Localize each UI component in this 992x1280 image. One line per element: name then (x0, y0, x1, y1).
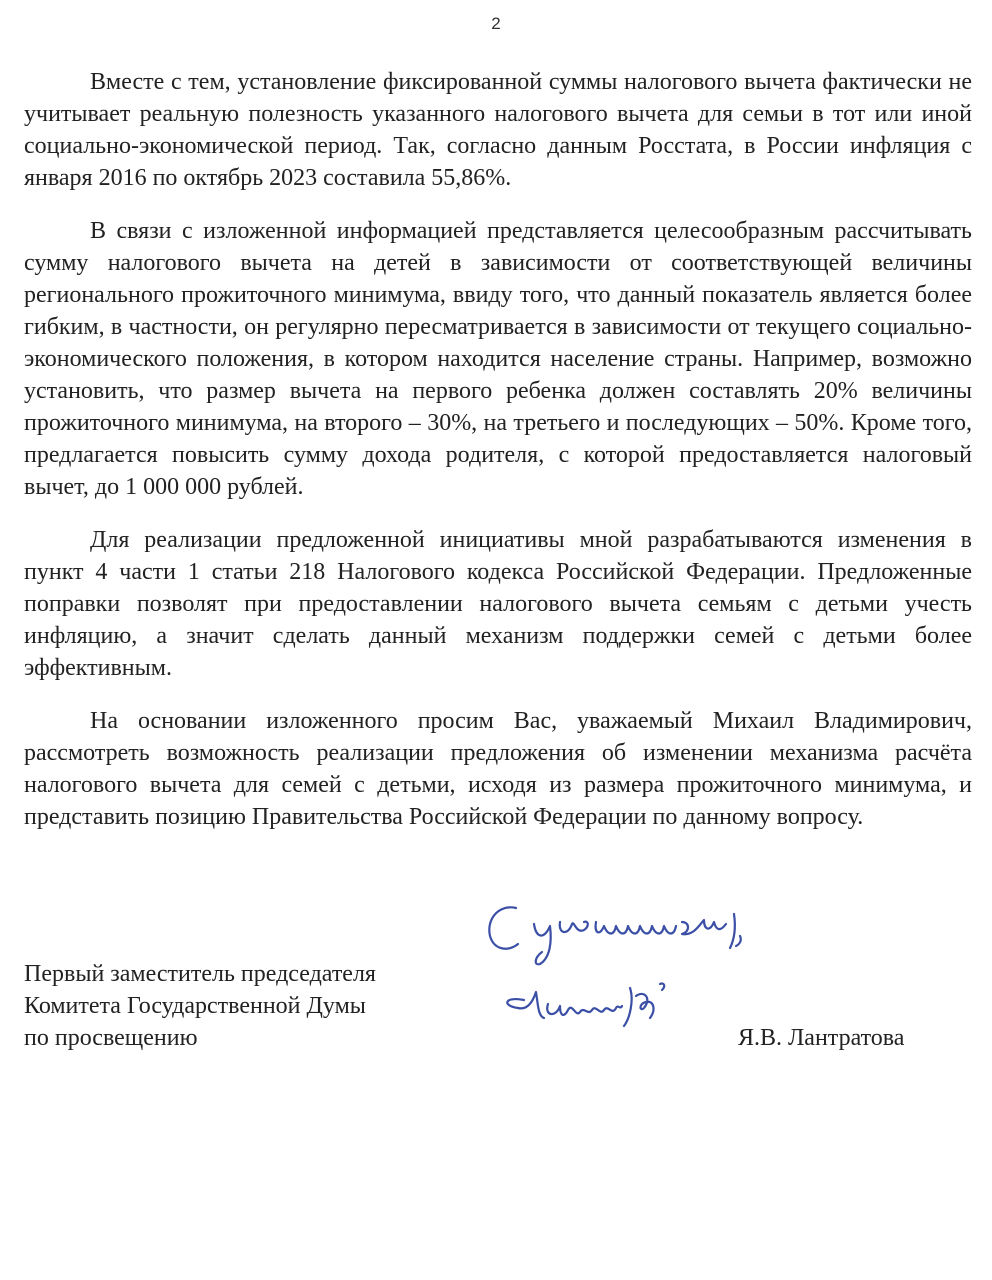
paragraph-inflation: Вместе с тем, установление фиксированной суммы налогового вычета фактически не учитывает реальную полезность указанного налогового вычета для семьи в тот или иной социально-экономической период. Так, согласно данным Росстата, в России инфляция с января 2016 по октябрь 2023 составила 55,86%. (24, 69, 972, 191)
signer-position-line: по просвещению (24, 1025, 198, 1051)
signer-position-line: Комитета Государственной Думы (24, 993, 366, 1019)
paragraph-amendments: Для реализации предложенной инициативы мной разрабатываются изменения в пункт 4 части 1 статьи 218 Налогового кодекса Российской Федерации. Предложенные поправки позволят при предоставлении налогового вычета семьям с детьми учесть инфляцию, а значит сделать данный механизм поддержки семей с детьми более эффективным. (24, 527, 972, 681)
paragraph-proposal: В связи с изложенной информацией представляется целесообразным рассчитывать сумму налогового вычета на детей в зависимости от соответствующей величины регионального прожиточного минимума, ввиду того, что данный показатель является более гибким, в частности, он регулярно пересматривается в зависимости от текущего социально-экономического положения, в котором находится население страны. Например, возможно установить, что размер вычета на первого ребенка должен составлять 20% величины прожиточного минимума, на второго – 30%, на третьего и последующих – 50%. Кроме того, предлагается повысить сумму дохода родителя, с которой предоставляется налоговый вычет, до 1 000 000 рублей. (24, 218, 972, 500)
paragraph-request: На основании изложенного просим Вас, уважаемый Михаил Владимирович, рассмотреть возможность реализации предложения об изменении механизма расчёта налогового вычета для семей с детьми, исходя из размера прожиточного минимума, и представить позицию Правительства Российской Федерации по данному вопросу. (24, 708, 972, 830)
handwritten-signature (464, 900, 784, 1050)
page-number: 2 (491, 14, 501, 33)
signer-position-line: Первый заместитель председателя (24, 961, 376, 987)
letter-body (24, 66, 972, 854)
signer-name: Я.В. Лантратова (738, 1025, 905, 1051)
signature-block (24, 958, 972, 1098)
signer-position (24, 958, 444, 1054)
